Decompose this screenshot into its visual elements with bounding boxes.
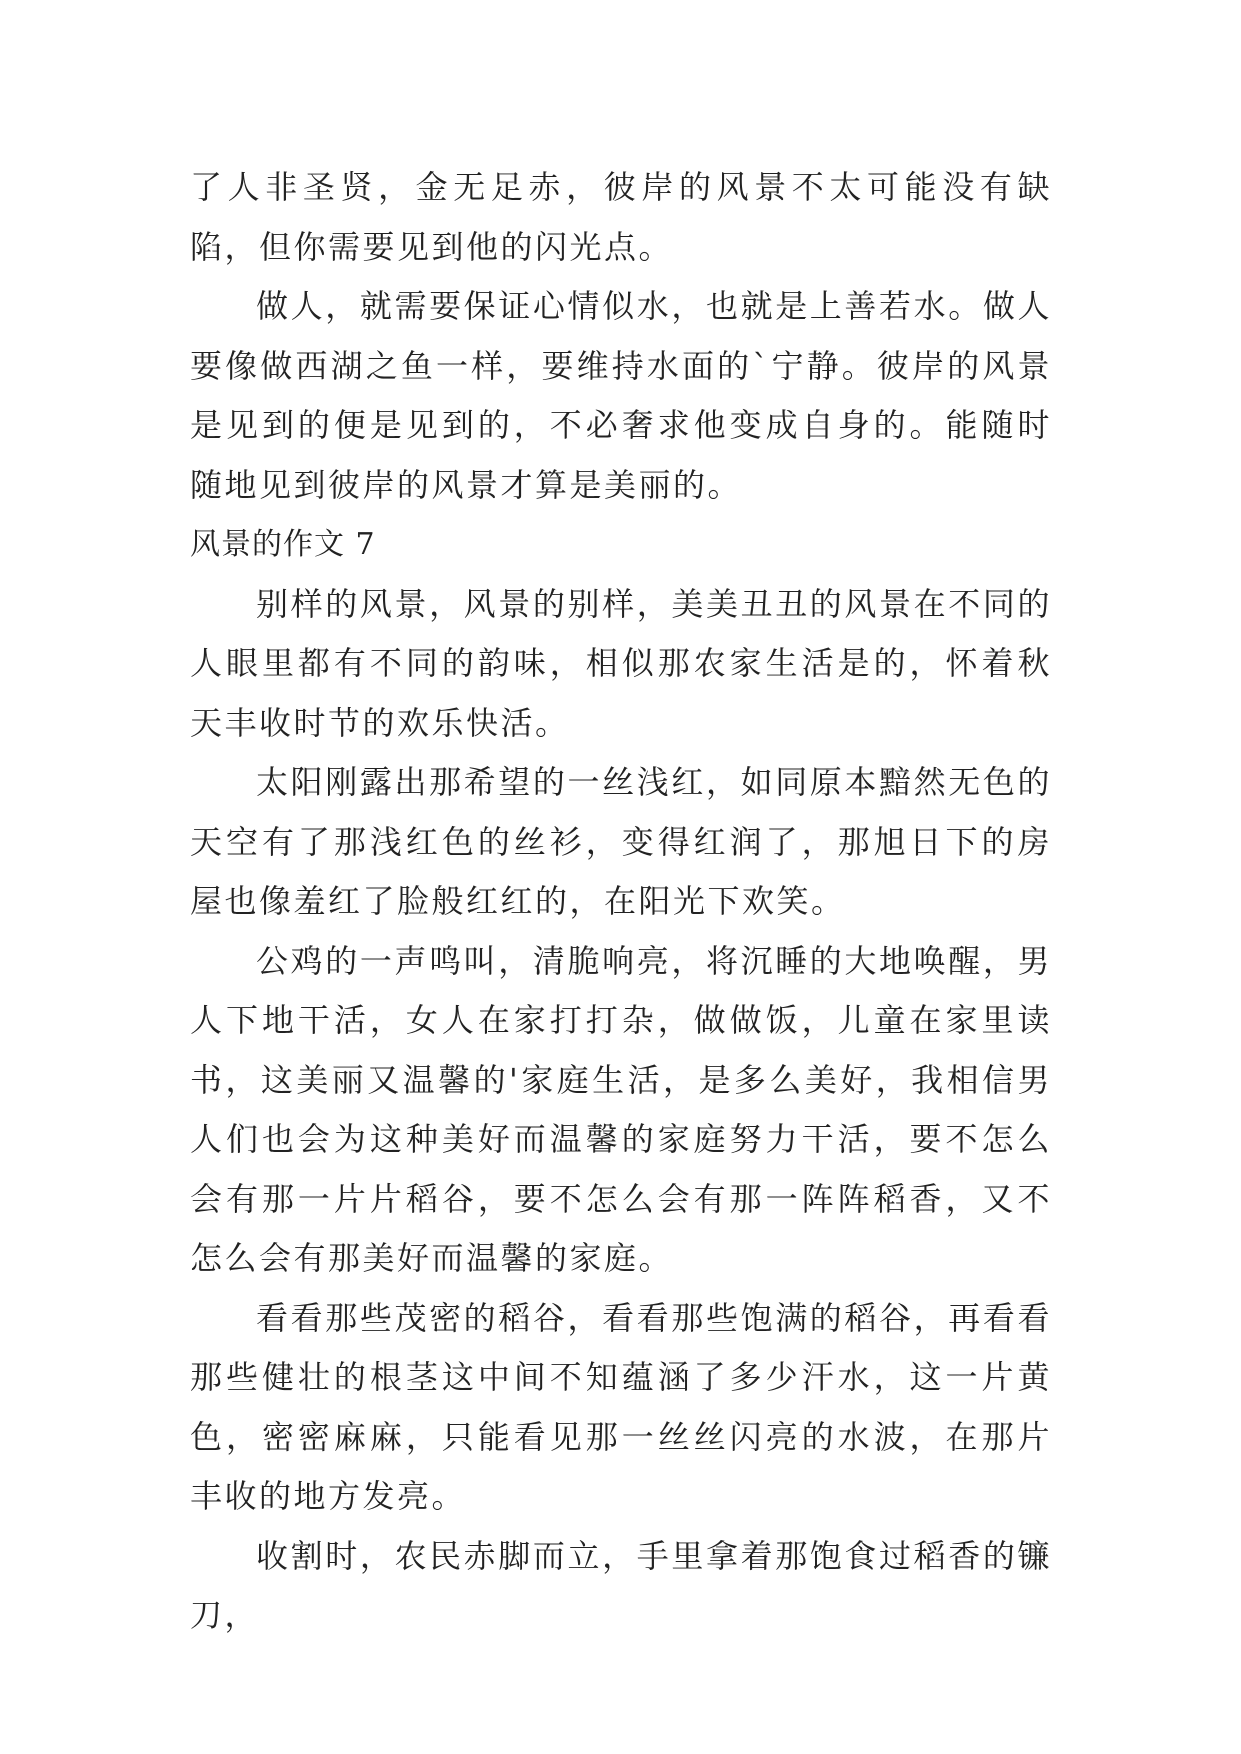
paragraph: 公鸡的一声鸣叫，清脆响亮，将沉睡的大地唤醒，男人下地干活，女人在家打打杂，做做饭，儿童在家里读书，这美丽又温馨的'家庭生活，是多么美好，我相信男人们也会为这种美好而温馨的家庭努力干活，要不怎么会有那一片片稻谷，要不怎么会有那一阵阵稻香，又不怎么会有那美好而温馨的家庭。 (190, 941, 1052, 1277)
document-body (190, 158, 1052, 1646)
section-heading: 风景的作文 7 (190, 527, 376, 562)
paragraph: 别样的风景，风景的别样，美美丑丑的风景在不同的人眼里都有不同的韵味，相似那农家生活是的，怀着秋天丰收时节的欢乐快活。 (190, 584, 1052, 742)
paragraph: 太阳刚露出那希望的一丝浅红，如同原本黯然无色的天空有了那浅红色的丝衫，变得红润了，那旭日下的房屋也像羞红了脸般红红的，在阳光下欢笑。 (190, 763, 1052, 920)
paragraph: 了人非圣贤，金无足赤，彼岸的风景不太可能没有缺陷，但你需要见到他的闪光点。 (190, 168, 1052, 266)
paragraph: 做人，就需要保证心情似水，也就是上善若水。做人要像做西湖之鱼一样，要维持水面的`宁静。彼岸的风景是见到的便是见到的，不必奢求他变成自身的。能随时随地见到彼岸的风景才算是美丽的。 (190, 287, 1052, 504)
paragraph: 收割时，农民赤脚而立，手里拿着那饱食过稻香的镰刀， (190, 1536, 1052, 1634)
paragraph: 看看那些茂密的稻谷，看看那些饱满的稻谷，再看看那些健壮的根茎这中间不知蕴涵了多少汗水，这一片黄色，密密麻麻，只能看见那一丝丝闪亮的水波，在那片丰收的地方发亮。 (190, 1298, 1052, 1515)
